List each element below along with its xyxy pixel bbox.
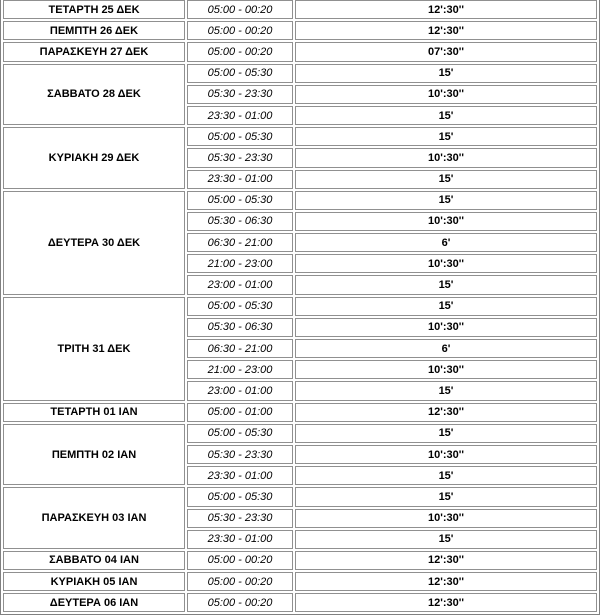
schedule-body	[3, 0, 597, 612]
interval-cell: 12':30''	[295, 21, 597, 40]
interval-cell: 15'	[295, 424, 597, 443]
day-cell: ΤΕΤΑΡΤΗ 25 ΔΕΚ	[3, 0, 185, 19]
day-cell: ΤΕΤΑΡΤΗ 01 ΙΑΝ	[3, 403, 185, 422]
interval-cell: 10':30''	[295, 509, 597, 528]
interval-cell: 15'	[295, 297, 597, 316]
interval-cell: 6'	[295, 339, 597, 358]
interval-cell: 10':30''	[295, 212, 597, 231]
time-range-cell: 05:30 - 06:30	[187, 212, 293, 231]
day-cell: ΣΑΒΒΑΤΟ 04 ΙΑΝ	[3, 551, 185, 570]
time-range-cell: 05:00 - 01:00	[187, 403, 293, 422]
time-range-cell: 23:00 - 01:00	[187, 381, 293, 400]
time-range-cell: 05:00 - 05:30	[187, 297, 293, 316]
day-cell: ΠΕΜΠΤΗ 26 ΔΕΚ	[3, 21, 185, 40]
day-cell: ΚΥΡΙΑΚΗ 05 ΙΑΝ	[3, 572, 185, 591]
time-range-cell: 23:30 - 01:00	[187, 466, 293, 485]
time-range-cell: 05:00 - 00:20	[187, 551, 293, 570]
interval-cell: 15'	[295, 191, 597, 210]
table-row	[3, 21, 597, 40]
table-row	[3, 572, 597, 591]
time-range-cell: 05:00 - 00:20	[187, 0, 293, 19]
interval-cell: 15'	[295, 170, 597, 189]
time-range-cell: 23:30 - 01:00	[187, 170, 293, 189]
day-cell: ΠΑΡΑΣΚΕΥΗ 27 ΔΕΚ	[3, 42, 185, 61]
time-range-cell: 21:00 - 23:00	[187, 254, 293, 273]
interval-cell: 15'	[295, 64, 597, 83]
interval-cell: 15'	[295, 106, 597, 125]
time-range-cell: 21:00 - 23:00	[187, 360, 293, 379]
time-range-cell: 05:00 - 00:20	[187, 21, 293, 40]
time-range-cell: 05:30 - 06:30	[187, 318, 293, 337]
table-row	[3, 42, 597, 61]
time-range-cell: 05:00 - 05:30	[187, 487, 293, 506]
interval-cell: 15'	[295, 530, 597, 549]
time-range-cell: 23:30 - 01:00	[187, 106, 293, 125]
time-range-cell: 05:00 - 05:30	[187, 424, 293, 443]
time-range-cell: 23:30 - 01:00	[187, 530, 293, 549]
time-range-cell: 06:30 - 21:00	[187, 233, 293, 252]
table-row	[3, 424, 597, 443]
interval-cell: 10':30''	[295, 360, 597, 379]
table-row	[3, 551, 597, 570]
time-range-cell: 05:30 - 23:30	[187, 85, 293, 104]
table-row	[3, 487, 597, 506]
table-row	[3, 403, 597, 422]
time-range-cell: 05:00 - 00:20	[187, 42, 293, 61]
interval-cell: 12':30''	[295, 572, 597, 591]
day-cell: ΠΕΜΠΤΗ 02 ΙΑΝ	[3, 424, 185, 486]
table-row	[3, 0, 597, 19]
day-cell: ΤΡΙΤΗ 31 ΔΕΚ	[3, 297, 185, 401]
time-range-cell: 05:00 - 05:30	[187, 64, 293, 83]
table-row	[3, 191, 597, 210]
time-range-cell: 05:30 - 23:30	[187, 148, 293, 167]
interval-cell: 10':30''	[295, 254, 597, 273]
interval-cell: 15'	[295, 466, 597, 485]
interval-cell: 15'	[295, 381, 597, 400]
day-cell: ΔΕΥΤΕΡΑ 06 ΙΑΝ	[3, 593, 185, 612]
interval-cell: 12':30''	[295, 551, 597, 570]
day-cell: ΚΥΡΙΑΚΗ 29 ΔΕΚ	[3, 127, 185, 189]
interval-cell: 12':30''	[295, 0, 597, 19]
interval-cell: 12':30''	[295, 593, 597, 612]
interval-cell: 15'	[295, 487, 597, 506]
day-cell: ΠΑΡΑΣΚΕΥΗ 03 ΙΑΝ	[3, 487, 185, 549]
time-range-cell: 05:30 - 23:30	[187, 445, 293, 464]
table-row	[3, 297, 597, 316]
interval-cell: 10':30''	[295, 445, 597, 464]
time-range-cell: 06:30 - 21:00	[187, 339, 293, 358]
time-range-cell: 05:00 - 00:20	[187, 593, 293, 612]
interval-cell: 6'	[295, 233, 597, 252]
interval-cell: 15'	[295, 275, 597, 294]
time-range-cell: 05:00 - 05:30	[187, 191, 293, 210]
time-range-cell: 05:00 - 00:20	[187, 572, 293, 591]
day-cell: ΔΕΥΤΕΡΑ 30 ΔΕΚ	[3, 191, 185, 295]
interval-cell: 07':30''	[295, 42, 597, 61]
table-row	[3, 593, 597, 612]
interval-cell: 10':30''	[295, 318, 597, 337]
time-range-cell: 05:00 - 05:30	[187, 127, 293, 146]
interval-cell: 12':30''	[295, 403, 597, 422]
interval-cell: 10':30''	[295, 148, 597, 167]
time-range-cell: 23:00 - 01:00	[187, 275, 293, 294]
table-row	[3, 127, 597, 146]
table-row	[3, 64, 597, 83]
interval-cell: 15'	[295, 127, 597, 146]
interval-cell: 10':30''	[295, 85, 597, 104]
day-cell: ΣΑΒΒΑΤΟ 28 ΔΕΚ	[3, 64, 185, 126]
time-range-cell: 05:30 - 23:30	[187, 509, 293, 528]
